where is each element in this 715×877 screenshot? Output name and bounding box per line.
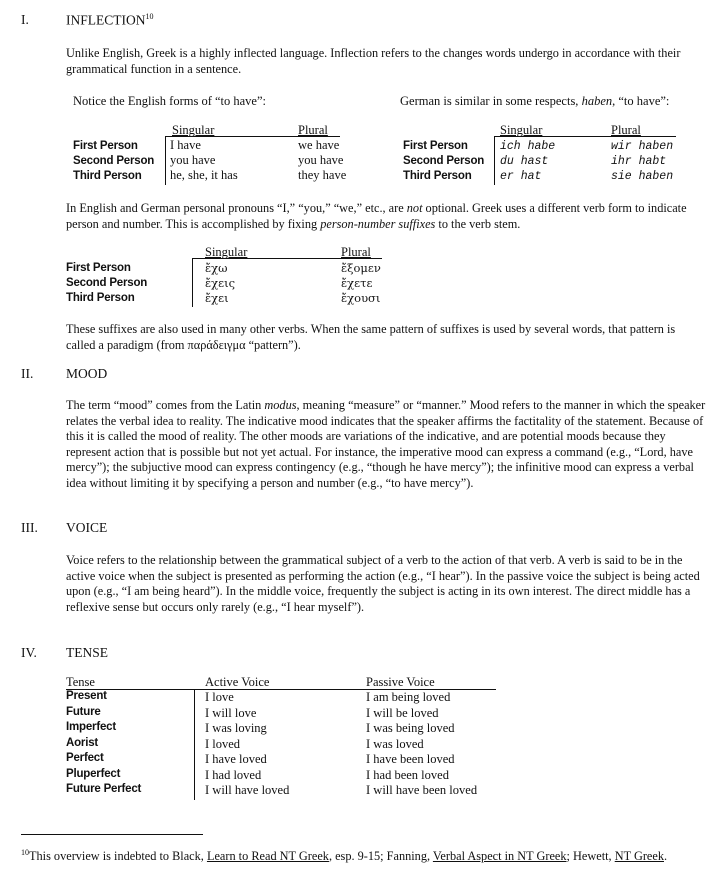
greek-singular-cell: ἔχω (205, 261, 228, 275)
active-voice-cell: I will love (205, 705, 257, 720)
book-link: NT Greek (614, 849, 664, 864)
person-label: Third Person (73, 170, 142, 182)
english-singular-cell: you have (170, 153, 216, 167)
voice-paragraph: Voice refers to the relationship between the grammatical subject of a verb to the action of that verb. A verb is said to be in the active voice when the subject is presented as performing the action (e.g., “I hear”). In the passive voice the subject is being acted upon (e.g., “I am being heard”). In the middle voice, frequently the subject is acting in its own interest. The direct middle has a reflexive sense but occurs only rarely (e.g., “I hear myself”). (66, 553, 700, 614)
person-label: First Person (403, 140, 468, 152)
passive-voice-cell: I am being loved (366, 690, 451, 704)
section-title-tense: TENSE (66, 645, 108, 660)
german-notice: German is similar in some respects, haben, “to have”: (400, 94, 670, 108)
section-number: IV. (21, 645, 37, 660)
section-number: I. (21, 12, 29, 27)
german-plural-cell: sie haben (611, 170, 674, 183)
german-col-singular: Singular (500, 123, 543, 137)
tense-name-cell: Pluperfect (66, 767, 121, 780)
person-label: First Person (66, 262, 131, 274)
person-label: Second Person (66, 277, 148, 289)
english-col-singular: Singular (172, 123, 215, 137)
section-number: II. (21, 366, 34, 381)
tense-name-cell: Present (66, 690, 107, 702)
german-plural-cell: wir haben (611, 140, 674, 153)
person-label: Second Person (73, 155, 155, 167)
tense-name-cell: Perfect (66, 752, 104, 764)
active-voice-cell: I was loving (205, 721, 267, 735)
german-plural-cell: ihr habt (611, 155, 667, 168)
tense-name-cell: Future Perfect (66, 783, 142, 795)
passive-voice-header: Passive Voice (366, 675, 435, 689)
section-number: III. (21, 520, 38, 535)
active-voice-cell: I love (205, 690, 234, 704)
paradigm-paragraph: These suffixes are also used in many other verbs. When the same pattern of suffixes is used by several words, that pattern is called a paradigm (from παράδειγμα “pattern”). (66, 322, 676, 352)
section-title-mood: MOOD (66, 366, 108, 381)
english-plural-cell: you have (298, 153, 344, 167)
greek-plural-cell: ἔξομεν (341, 261, 381, 275)
active-voice-cell: I have loved (205, 752, 267, 766)
english-plural-cell: they have (298, 168, 347, 182)
passive-voice-cell: I have been loved (366, 752, 455, 766)
passive-voice-cell: I was being loved (366, 721, 455, 735)
passive-voice-cell: I had been loved (366, 767, 449, 782)
tense-name-cell: Aorist (66, 736, 99, 749)
book-link: Learn to Read NT Greek (206, 849, 329, 864)
greek-col-plural: Plural (341, 245, 371, 259)
footnote-divider (21, 834, 203, 835)
greek-singular-cell: ἔχει (205, 291, 229, 305)
german-col-plural: Plural (611, 123, 641, 137)
greek-col-singular: Singular (205, 245, 248, 259)
footnote: $^{10}$This overview is indebted to Black, Learn to Read NT Greek, esp. 9-15; Fanning, Verbal Aspect in NT Greek; Hewett, NT Greek. (21, 848, 668, 864)
book-link: Verbal Aspect in NT Greek (432, 849, 567, 864)
english-notice: Notice the English forms of “to have”: (73, 94, 266, 108)
passive-voice-cell: I will have been loved (366, 783, 478, 797)
person-label: Second Person (403, 155, 485, 167)
active-voice-cell: I loved (205, 736, 241, 751)
english-plural-cell: we have (298, 138, 340, 152)
section-title-voice: VOICE (66, 520, 108, 535)
greek-plural-cell: ἔχετε (341, 276, 373, 290)
inflection-intro: Unlike English, Greek is a highly inflected language. Inflection refers to the changes words undergo in accordance with their grammatical function in a sentence. (66, 46, 681, 76)
english-singular-cell: he, she, it has (170, 168, 238, 182)
german-singular-cell: er hat (500, 170, 542, 183)
footnote-ref: 10 (145, 12, 154, 21)
mood-paragraph: The term “mood” comes from the Latin modus, meaning “measure” or “manner.” Mood refers to the manner in which the speaker relates the verbal idea to reality. The indicative mood indicates that the speaker affirms the factitality of the statement. Because of this it is called the mood of reality. The other moods are variations of the indicative, and are potential moods because they represent action that is possible but not yet actual. For instance, the imperative mood can express a command (e.g., “Lord, have mercy”); the subjuctive mood can express contingency (e.g., “though he have mercy”); the infinitive mood can express a verbal idea without limiting it by specifying a person and number (e.g., “to have mercy”). (66, 398, 706, 490)
passive-voice-cell: I was loved (366, 736, 424, 751)
active-voice-cell: I will have loved (205, 783, 290, 797)
german-singular-cell: du hast (500, 155, 549, 168)
person-label: Third Person (403, 170, 472, 182)
german-singular-cell: ich habe (500, 140, 556, 153)
english-col-plural: Plural (298, 123, 328, 137)
pronouns-paragraph: In English and German personal pronouns “I,” “you,” “we,” etc., are not optional. Greek uses a different verb form to indicate person and number. This is accomplished by fixing person-number suffixes to the verb stem. (66, 201, 687, 231)
english-singular-cell: I have (170, 138, 201, 152)
tense-name-cell: Imperfect (66, 721, 116, 733)
tense-name-cell: Future (66, 705, 101, 718)
person-label: Third Person (66, 292, 135, 304)
passive-voice-cell: I will be loved (366, 705, 439, 720)
greek-plural-cell: ἔχουσι (341, 291, 381, 305)
active-voice-cell: I had loved (205, 767, 262, 782)
section-title-inflection: INFLECTION$^{10}$ (66, 12, 154, 28)
greek-singular-cell: ἔχεις (205, 276, 236, 290)
tense-header: Tense (66, 675, 95, 689)
person-label: First Person (73, 140, 138, 152)
active-voice-header: Active Voice (205, 675, 270, 689)
